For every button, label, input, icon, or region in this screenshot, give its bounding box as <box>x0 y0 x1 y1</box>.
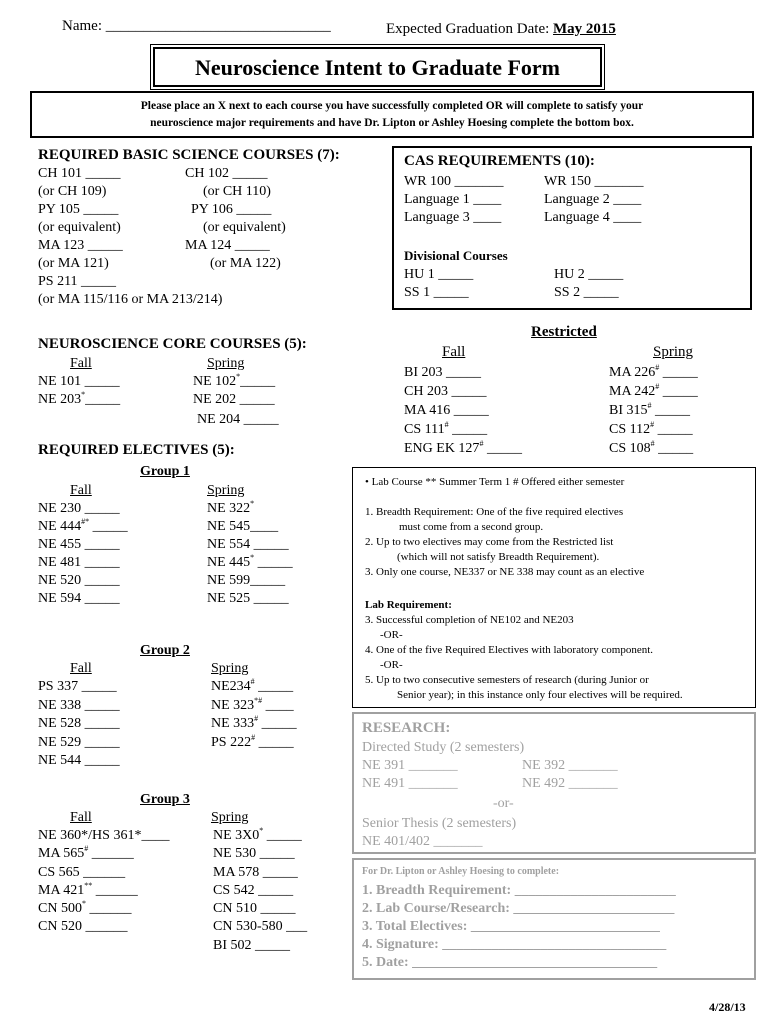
course-blank: _____ <box>483 441 522 456</box>
course-code: MA 421 <box>38 882 85 898</box>
course-code: CS 111 <box>404 422 445 437</box>
note-1b: must come from a second group. <box>399 521 544 533</box>
course-mark: # <box>251 732 256 742</box>
group-3-spring-item-5[interactable] <box>213 918 307 936</box>
note-3: 3. Only one course, NE337 or NE 338 may count as an elective <box>365 566 645 578</box>
course-code: NE 520 <box>38 573 82 588</box>
restricted-fall-item-0[interactable] <box>404 364 522 383</box>
course-code: NE234 <box>211 679 251 694</box>
group-2-fall-item-2[interactable] <box>38 715 120 734</box>
course-code: NE 360*/HS 361* <box>38 828 142 843</box>
course-code: NE 599 <box>207 573 251 588</box>
course-blank: _____ <box>254 882 294 898</box>
div-right-0[interactable]: HU 2 _____ <box>554 267 624 282</box>
course-code: MA 416 <box>404 403 451 418</box>
graduation-date-prefix: Expected Graduation Date: <box>386 21 554 37</box>
group-3-label: Group 3 <box>140 792 190 807</box>
advisor-breadth[interactable]: 1. Breadth Requirement: _______________________ <box>362 883 676 898</box>
group-2-fall-column <box>38 678 120 771</box>
group-1-spring-item-2[interactable] <box>207 536 293 554</box>
course-blank: _____ <box>250 591 289 606</box>
restricted-spring-label: Spring <box>653 344 694 360</box>
course-mark: # <box>650 420 655 429</box>
group-1-spring-item-1[interactable] <box>207 518 293 536</box>
lab-or-2: -OR- <box>380 659 403 671</box>
electives-heading: REQUIRED ELECTIVES (5): <box>38 442 235 458</box>
course-mark: # <box>650 439 655 448</box>
restricted-heading: Restricted <box>531 324 597 340</box>
group-1-fall-item-4[interactable] <box>38 572 128 590</box>
course-code: NE 554 <box>207 537 251 552</box>
advisor-signature[interactable]: 4. Signature: ________________________________ <box>362 937 667 952</box>
course-blank: ______ <box>79 864 126 880</box>
course-blank: _____ <box>450 403 489 418</box>
course-blank: _____ <box>81 697 120 713</box>
course-code: NE 322 <box>207 501 251 516</box>
group-2-spring-item-0[interactable] <box>211 678 297 697</box>
group-2-label: Group 2 <box>140 643 190 658</box>
course-code: BI 315 <box>609 403 648 418</box>
core-spring-0[interactable] <box>193 373 279 391</box>
advisor-lab[interactable]: 2. Lab Course/Research: _______________________ <box>362 901 675 916</box>
group-3-fall-column <box>38 827 169 937</box>
group-3-spring-item-3[interactable] <box>213 882 307 900</box>
group-2-fall-item-4[interactable] <box>38 752 120 771</box>
research-ne491[interactable]: NE 491 _______ <box>362 776 458 791</box>
group-1-spring-column <box>207 500 293 608</box>
div-right-1[interactable]: SS 2 _____ <box>554 285 619 300</box>
core-fall-1-course: NE 203 <box>38 392 82 407</box>
course-code: MA 578 <box>213 864 260 880</box>
course-blank: _____ <box>78 679 117 694</box>
course-mark: # <box>444 420 449 429</box>
basic-left-5: (or MA 121) <box>38 256 109 271</box>
lab-3: 3. Successful completion of NE102 and NE203 <box>365 614 574 626</box>
group-2-spring-item-2[interactable] <box>211 715 297 734</box>
course-blank: _____ <box>81 753 120 768</box>
course-blank: _____ <box>81 716 120 731</box>
course-code: NE 445 <box>207 555 251 570</box>
core-fall-column <box>38 373 120 409</box>
course-code: CN 500 <box>38 901 82 917</box>
name-field-label[interactable]: Name: ______________________________ <box>62 18 331 34</box>
restricted-fall-item-1[interactable] <box>404 383 522 402</box>
course-mark: # <box>479 439 484 448</box>
course-blank: _____ <box>654 422 693 437</box>
lab-4: 4. One of the five Required Electives with laboratory component. <box>365 644 654 656</box>
core-spring-0-blank: _____ <box>240 374 276 389</box>
research-directed-label: Directed Study (2 semesters) <box>362 740 525 755</box>
course-blank: _____ <box>81 537 120 552</box>
restricted-spring-item-4[interactable] <box>609 440 698 459</box>
group-1-spring-item-4[interactable] <box>207 572 293 590</box>
cas-left-2[interactable]: Language 3 ____ <box>404 210 502 225</box>
group-3-fall-label: Fall <box>70 810 92 825</box>
course-code: NE 323 <box>211 697 255 713</box>
course-code: NE 455 <box>38 537 82 552</box>
course-code: PS 222 <box>211 734 252 750</box>
course-code: CN 520 <box>38 919 82 935</box>
lab-heading: Lab Requirement: <box>365 599 452 611</box>
course-blank: _____ <box>81 591 120 606</box>
course-code: NE 338 <box>38 697 82 713</box>
group-3-spring-label: Spring <box>211 810 249 825</box>
course-blank: _____ <box>256 901 296 917</box>
course-code: NE 528 <box>38 716 82 731</box>
course-code: CS 108 <box>609 441 651 456</box>
group-3-spring-item-1[interactable] <box>213 845 307 863</box>
instructions-line-2: neuroscience major requirements and have Dr. Lipton or Ashley Hoesing complete the bottom box. <box>150 117 634 129</box>
course-code: ENG EK 127 <box>404 441 480 456</box>
title-box <box>153 47 602 87</box>
group-1-label: Group 1 <box>140 464 190 479</box>
basic-right-2[interactable]: PY 106 _____ <box>191 202 272 217</box>
group-3-spring-column <box>213 827 307 955</box>
course-blank: _____ <box>254 679 294 694</box>
core-fall-1-blank: _____ <box>85 392 121 407</box>
course-code: NE 530 <box>213 846 257 862</box>
basic-left-7: (or MA 115/116 or MA 213/214) <box>38 292 223 307</box>
course-code: CS 112 <box>609 422 651 437</box>
cas-left-column <box>404 173 504 227</box>
course-blank: _____ <box>81 734 120 750</box>
course-mark: # <box>254 714 259 723</box>
group-2-spring-label: Spring <box>211 661 249 676</box>
restricted-fall-item-2[interactable] <box>404 402 522 421</box>
core-spring-label: Spring <box>207 356 245 371</box>
graduation-date-value: May 2015 <box>553 21 616 37</box>
divisional-right-column <box>554 266 623 302</box>
basic-left-0[interactable]: CH 101 _____ <box>38 166 121 181</box>
lab-5b: Senior year); in this instance only four electives will be required. <box>397 689 683 701</box>
cas-right-column <box>544 173 644 227</box>
core-fall-1[interactable] <box>38 391 120 409</box>
course-blank: ___ <box>282 919 308 935</box>
advisor-items <box>362 882 676 972</box>
restricted-spring-column <box>609 364 698 459</box>
note-2a: 2. Up to two electives may come from the Restricted list <box>365 536 614 548</box>
course-mark: # <box>655 363 660 372</box>
group-3-fall-item-4[interactable] <box>38 900 169 918</box>
basic-right-3: (or equivalent) <box>203 220 286 235</box>
restricted-spring-item-1[interactable] <box>609 383 698 402</box>
div-left-1[interactable]: SS 1 _____ <box>404 285 469 300</box>
basic-right-4[interactable]: MA 124 _____ <box>185 238 270 253</box>
instructions-line-1: Please place an X next to each course you have successfully completed OR will complete to satisfy your <box>140 100 644 112</box>
course-blank: _____ <box>255 734 294 750</box>
basic-right-5: (or MA 122) <box>210 256 281 271</box>
course-code: MA 226 <box>609 365 656 380</box>
course-mark: #* <box>81 517 90 526</box>
course-blank: _____ <box>259 864 298 880</box>
core-spring-0-mark: * <box>236 372 241 381</box>
group-1-fall-item-1[interactable] <box>38 518 128 536</box>
group-1-fall-label: Fall <box>70 483 92 498</box>
core-heading: NEUROSCIENCE CORE COURSES (5): <box>38 336 307 352</box>
divisional-left-column <box>404 266 473 302</box>
group-1-spring-item-5[interactable] <box>207 590 293 608</box>
basic-science-heading: REQUIRED BASIC SCIENCE COURSES (7): <box>38 147 340 163</box>
course-mark: # <box>84 844 89 854</box>
group-1-fall-item-2[interactable] <box>38 536 128 554</box>
course-code: NE 545 <box>207 519 251 534</box>
group-3-fall-item-1[interactable] <box>38 845 169 863</box>
course-code: NE 230 <box>38 501 82 516</box>
course-blank: _____ <box>250 537 289 552</box>
core-spring-2[interactable]: NE 204 _____ <box>197 412 279 427</box>
research-ne391[interactable]: NE 391 _______ <box>362 758 458 773</box>
course-code: MA 565 <box>38 846 85 862</box>
group-3-spring-item-2[interactable] <box>213 864 307 882</box>
restricted-spring-item-0[interactable] <box>609 364 698 383</box>
group-1-fall-column <box>38 500 128 608</box>
basic-right-1: (or CH 110) <box>203 184 271 199</box>
basic-right-0[interactable]: CH 102 _____ <box>185 166 268 181</box>
core-fall-label: Fall <box>70 356 92 371</box>
course-code: NE 525 <box>207 591 251 606</box>
course-blank: ____ <box>250 519 279 534</box>
basic-left-1: (or CH 109) <box>38 184 107 199</box>
core-spring-column <box>193 373 279 429</box>
research-ne401-402[interactable]: NE 401/402 _______ <box>362 834 483 849</box>
course-blank: _____ <box>89 519 128 534</box>
research-or: -or- <box>493 796 514 811</box>
course-blank: _____ <box>654 441 694 456</box>
group-1-fall-item-5[interactable] <box>38 590 128 608</box>
course-blank: _____ <box>258 716 297 731</box>
course-code: NE 333 <box>211 716 255 731</box>
group-2-fall-item-3[interactable] <box>38 734 120 753</box>
research-thesis-label: Senior Thesis (2 semesters) <box>362 816 517 831</box>
course-blank: _____ <box>659 384 698 399</box>
course-code: CS 542 <box>213 882 255 898</box>
course-code: CH 203 <box>404 384 448 399</box>
notes-requirements <box>365 505 644 580</box>
course-mark: * <box>250 499 255 508</box>
group-1-fall-item-3[interactable] <box>38 554 128 572</box>
group-3-spring-item-4[interactable] <box>213 900 307 918</box>
course-code: NE 481 <box>38 555 82 570</box>
course-blank: _____ <box>651 403 690 418</box>
course-code: NE 529 <box>38 734 82 750</box>
note-2b: (which will not satisfy Breadth Requirement). <box>397 551 600 563</box>
group-2-fall-item-0[interactable] <box>38 678 120 697</box>
div-left-0[interactable]: HU 1 _____ <box>404 267 474 282</box>
course-blank: _____ <box>251 937 290 953</box>
basic-left-2[interactable]: PY 105 _____ <box>38 202 119 217</box>
advisor-heading: For Dr. Lipton or Ashley Hoesing to complete: <box>362 866 560 877</box>
course-mark: # <box>655 382 660 391</box>
course-code: NE 444 <box>38 519 82 534</box>
course-blank: _____ <box>81 555 120 570</box>
course-blank: _____ <box>447 384 487 399</box>
course-mark: * <box>259 826 264 835</box>
lab-5a: 5. Up to two consecutive semesters of research (during Junior or <box>365 674 649 686</box>
advisor-electives[interactable]: 3. Total Electives: ___________________________ <box>362 919 660 934</box>
restricted-fall-item-4[interactable] <box>404 440 522 459</box>
instructions <box>32 93 752 132</box>
course-blank: _____ <box>263 828 302 843</box>
restricted-spring-item-2[interactable] <box>609 402 698 421</box>
group-3-spring-item-6[interactable] <box>213 937 307 955</box>
group-2-spring-item-1[interactable] <box>211 697 297 716</box>
instructions-box <box>30 91 754 138</box>
core-fall-1-mark: * <box>81 390 86 399</box>
cas-right-0[interactable]: WR 150 _______ <box>544 174 644 189</box>
cas-heading: CAS REQUIREMENTS (10): <box>404 153 595 169</box>
core-fall-0[interactable]: NE 101 _____ <box>38 374 120 389</box>
course-blank: ______ <box>81 919 128 935</box>
course-blank: _____ <box>254 555 293 570</box>
course-code: NE 594 <box>38 591 82 606</box>
course-blank: _____ <box>81 573 120 588</box>
course-blank: _____ <box>250 573 286 588</box>
research-ne392[interactable]: NE 392 _______ <box>522 758 618 773</box>
course-code: BI 203 <box>404 365 443 380</box>
course-blank: ______ <box>88 846 134 862</box>
group-1-spring-item-0[interactable] <box>207 500 293 518</box>
note-1a: 1. Breadth Requirement: One of the five required electives <box>365 506 624 518</box>
group-1-spring-item-3[interactable] <box>207 554 293 572</box>
course-code: BI 502 <box>213 937 252 953</box>
restricted-fall-column <box>404 364 522 459</box>
footer-date: 4/28/13 <box>709 1000 746 1014</box>
group-3-fall-item-2[interactable] <box>38 864 169 882</box>
basic-science-right-column <box>185 165 286 273</box>
research-ne492[interactable]: NE 492 _______ <box>522 776 618 791</box>
course-blank: _____ <box>256 846 295 862</box>
course-mark: # <box>647 401 652 410</box>
divisional-heading: Divisional Courses <box>404 248 508 263</box>
page-title: Neuroscience Intent to Graduate Form <box>195 55 560 80</box>
lab-requirements <box>365 598 683 703</box>
course-code: MA 242 <box>609 384 656 399</box>
cas-left-0[interactable]: WR 100 _______ <box>404 174 504 189</box>
course-mark: ** <box>84 880 93 890</box>
graduation-date-label <box>386 20 616 38</box>
cas-right-2[interactable]: Language 4 ____ <box>544 210 642 225</box>
course-blank: _____ <box>442 365 481 380</box>
basic-left-6[interactable]: PS 211 _____ <box>38 274 117 289</box>
restricted-spring-item-3[interactable] <box>609 421 698 440</box>
group-1-fall-item-0[interactable] <box>38 500 128 518</box>
course-blank: _____ <box>659 365 698 380</box>
course-mark: * <box>250 553 255 562</box>
group-2-spring-column <box>211 678 297 752</box>
course-mark: *# <box>254 695 263 705</box>
cas-left-1[interactable]: Language 1 ____ <box>404 192 502 207</box>
core-spring-1[interactable]: NE 202 _____ <box>193 392 275 407</box>
group-2-spring-item-3[interactable] <box>211 734 297 753</box>
course-blank: _____ <box>81 501 120 516</box>
basic-left-4[interactable]: MA 123 _____ <box>38 238 123 253</box>
advisor-date[interactable]: 5. Date: ___________________________________ <box>362 955 658 970</box>
research-heading: RESEARCH: <box>362 720 451 736</box>
course-mark: * <box>81 899 86 909</box>
course-code: PS 337 <box>38 679 79 694</box>
course-blank: ____ <box>141 828 170 843</box>
group-3-fall-item-0[interactable] <box>38 827 169 845</box>
group-3-fall-item-3[interactable] <box>38 882 169 900</box>
course-blank: ____ <box>262 697 294 713</box>
group-3-spring-item-0[interactable] <box>213 827 307 845</box>
restricted-fall-item-3[interactable] <box>404 421 522 440</box>
group-1-spring-label: Spring <box>207 483 245 498</box>
course-code: NE 544 <box>38 753 82 768</box>
course-code: CN 530-580 <box>213 919 283 935</box>
course-code: CS 565 <box>38 864 80 880</box>
course-code: CN 510 <box>213 901 257 917</box>
cas-right-1[interactable]: Language 2 ____ <box>544 192 642 207</box>
course-code: NE 3X0 <box>213 828 260 843</box>
notes-legend: • Lab Course ** Summer Term 1 # Offered either semester <box>365 476 625 488</box>
course-blank: _____ <box>448 422 488 437</box>
group-3-fall-item-5[interactable] <box>38 918 169 936</box>
basic-left-3: (or equivalent) <box>38 220 121 235</box>
core-spring-0-course: NE 102 <box>193 374 237 389</box>
group-2-fall-item-1[interactable] <box>38 697 120 716</box>
lab-or-1: -OR- <box>380 629 403 641</box>
group-2-fall-label: Fall <box>70 661 92 676</box>
restricted-fall-label: Fall <box>442 344 466 360</box>
course-blank: ______ <box>85 901 132 917</box>
course-mark: # <box>250 677 255 686</box>
course-blank: ______ <box>92 882 138 898</box>
